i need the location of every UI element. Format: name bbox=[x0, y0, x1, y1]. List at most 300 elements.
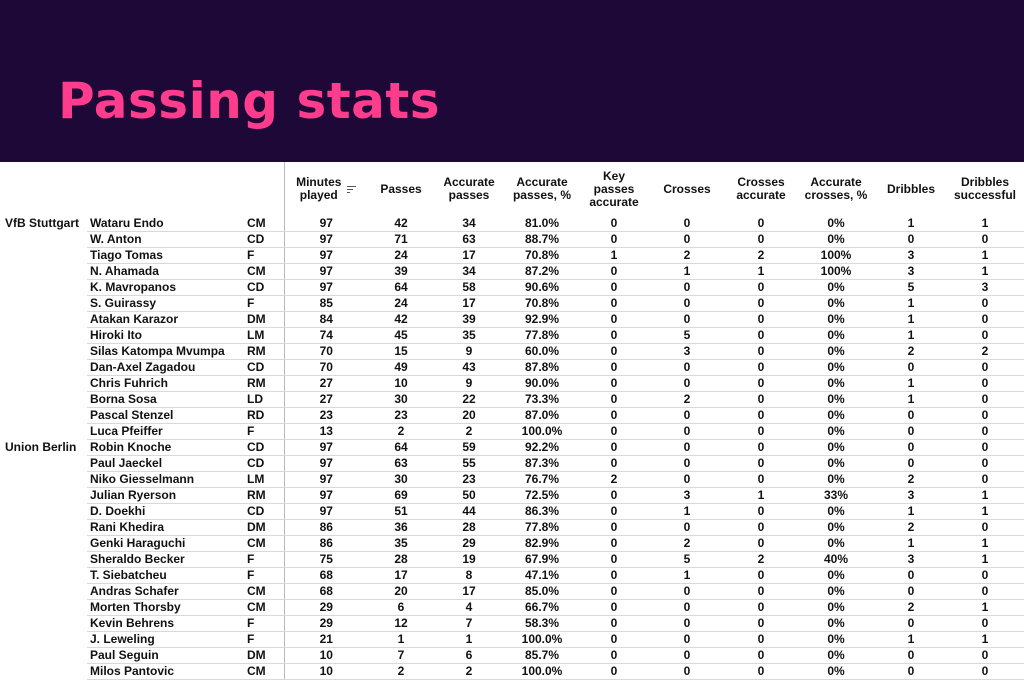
cell-key-passes-accurate: 0 bbox=[580, 232, 648, 248]
cell-minutes-played: 29 bbox=[284, 616, 368, 632]
cell-accurate-passes-pct: 85.7% bbox=[504, 648, 580, 664]
cell-accurate-crosses-pct: 33% bbox=[796, 488, 876, 504]
cell-crosses: 0 bbox=[648, 216, 726, 232]
cell-player: N. Ahamada bbox=[87, 264, 244, 280]
cell-player: Tiago Tomas bbox=[87, 248, 244, 264]
cell-key-passes-accurate: 0 bbox=[580, 424, 648, 440]
cell-crosses: 0 bbox=[648, 280, 726, 296]
cell-crosses-accurate: 0 bbox=[726, 344, 796, 360]
cell-crosses-accurate: 0 bbox=[726, 520, 796, 536]
cell-key-passes-accurate: 0 bbox=[580, 280, 648, 296]
cell-player: W. Anton bbox=[87, 232, 244, 248]
header-key-passes-accurate[interactable]: Key passes accurate bbox=[589, 168, 639, 209]
cell-crosses-accurate: 1 bbox=[726, 264, 796, 280]
table-row bbox=[0, 312, 1024, 328]
cell-position: CD bbox=[244, 456, 284, 472]
cell-player: Rani Khedira bbox=[87, 520, 244, 536]
header-minutes-played[interactable] bbox=[284, 162, 368, 216]
table-row bbox=[0, 552, 1024, 568]
cell-minutes-played: 74 bbox=[284, 328, 368, 344]
cell-dribbles: 3 bbox=[876, 264, 946, 280]
cell-position: CM bbox=[244, 264, 284, 280]
cell-team bbox=[0, 520, 87, 536]
cell-player: Wataru Endo bbox=[87, 216, 244, 232]
cell-player: Morten Thorsby bbox=[87, 600, 244, 616]
cell-passes: 35 bbox=[368, 536, 434, 552]
cell-key-passes-accurate: 0 bbox=[580, 408, 648, 424]
cell-player: Milos Pantovic bbox=[87, 664, 244, 680]
cell-accurate-passes-pct: 87.3% bbox=[504, 456, 580, 472]
cell-accurate-passes: 63 bbox=[434, 232, 504, 248]
cell-crosses: 0 bbox=[648, 296, 726, 312]
header-accurate-passes[interactable]: Accurate passes bbox=[443, 175, 495, 202]
cell-dribbles: 1 bbox=[876, 328, 946, 344]
cell-dribbles-successful: 1 bbox=[946, 488, 1024, 504]
cell-accurate-passes: 59 bbox=[434, 440, 504, 456]
cell-passes: 51 bbox=[368, 504, 434, 520]
cell-accurate-crosses-pct: 0% bbox=[796, 472, 876, 488]
cell-crosses-accurate: 2 bbox=[726, 552, 796, 568]
cell-crosses-accurate: 0 bbox=[726, 536, 796, 552]
cell-position: CD bbox=[244, 360, 284, 376]
header-passes[interactable]: Passes bbox=[380, 181, 422, 196]
cell-passes: 20 bbox=[368, 584, 434, 600]
cell-accurate-passes: 9 bbox=[434, 376, 504, 392]
cell-dribbles: 0 bbox=[876, 232, 946, 248]
cell-crosses: 0 bbox=[648, 600, 726, 616]
table-row bbox=[0, 328, 1024, 344]
cell-crosses: 3 bbox=[648, 344, 726, 360]
cell-passes: 6 bbox=[368, 600, 434, 616]
cell-key-passes-accurate: 0 bbox=[580, 440, 648, 456]
cell-minutes-played: 84 bbox=[284, 312, 368, 328]
table-row bbox=[0, 232, 1024, 248]
cell-passes: 30 bbox=[368, 472, 434, 488]
cell-player: Julian Ryerson bbox=[87, 488, 244, 504]
cell-minutes-played: 70 bbox=[284, 360, 368, 376]
table-row bbox=[0, 440, 1024, 456]
cell-dribbles: 2 bbox=[876, 472, 946, 488]
table-row bbox=[0, 664, 1024, 680]
cell-crosses-accurate: 0 bbox=[726, 440, 796, 456]
cell-crosses: 0 bbox=[648, 664, 726, 680]
cell-crosses: 0 bbox=[648, 440, 726, 456]
cell-crosses: 2 bbox=[648, 248, 726, 264]
table-row bbox=[0, 472, 1024, 488]
cell-accurate-passes: 55 bbox=[434, 456, 504, 472]
cell-accurate-passes: 23 bbox=[434, 472, 504, 488]
cell-crosses-accurate: 0 bbox=[726, 600, 796, 616]
cell-player: S. Guirassy bbox=[87, 296, 244, 312]
cell-passes: 17 bbox=[368, 568, 434, 584]
cell-crosses-accurate: 0 bbox=[726, 408, 796, 424]
cell-team bbox=[0, 536, 87, 552]
cell-accurate-crosses-pct: 100% bbox=[796, 264, 876, 280]
cell-crosses: 0 bbox=[648, 456, 726, 472]
cell-minutes-played: 97 bbox=[284, 280, 368, 296]
header-crosses-accurate[interactable]: Crosses accurate bbox=[736, 175, 786, 202]
cell-dribbles: 0 bbox=[876, 568, 946, 584]
cell-team bbox=[0, 280, 87, 296]
cell-crosses: 1 bbox=[648, 264, 726, 280]
cell-accurate-passes: 2 bbox=[434, 664, 504, 680]
cell-key-passes-accurate: 0 bbox=[580, 344, 648, 360]
table-row bbox=[0, 456, 1024, 472]
cell-accurate-crosses-pct: 0% bbox=[796, 280, 876, 296]
cell-accurate-crosses-pct: 0% bbox=[796, 520, 876, 536]
cell-accurate-passes-pct: 92.9% bbox=[504, 312, 580, 328]
cell-key-passes-accurate: 0 bbox=[580, 488, 648, 504]
cell-crosses: 0 bbox=[648, 584, 726, 600]
cell-accurate-passes-pct: 87.8% bbox=[504, 360, 580, 376]
header-crosses[interactable]: Crosses bbox=[663, 181, 711, 196]
cell-accurate-crosses-pct: 0% bbox=[796, 584, 876, 600]
cell-position: F bbox=[244, 552, 284, 568]
cell-team: VfB Stuttgart bbox=[5, 216, 79, 231]
cell-crosses-accurate: 0 bbox=[726, 216, 796, 232]
cell-player: Silas Katompa Mvumpa bbox=[87, 344, 244, 360]
cell-dribbles: 1 bbox=[876, 632, 946, 648]
cell-player: Luca Pfeiffer bbox=[87, 424, 244, 440]
cell-dribbles: 0 bbox=[876, 648, 946, 664]
cell-position: LM bbox=[244, 328, 284, 344]
cell-passes: 12 bbox=[368, 616, 434, 632]
header-dribbles-successful[interactable]: Dribbles successful bbox=[953, 175, 1017, 202]
cell-key-passes-accurate: 1 bbox=[580, 248, 648, 264]
cell-dribbles-successful: 0 bbox=[946, 440, 1024, 456]
cell-position: CD bbox=[244, 504, 284, 520]
header-accurate-crosses-pct[interactable]: Accurate crosses, % bbox=[804, 175, 868, 202]
cell-minutes-played: 97 bbox=[284, 440, 368, 456]
cell-dribbles-successful: 0 bbox=[946, 408, 1024, 424]
cell-dribbles: 0 bbox=[876, 424, 946, 440]
cell-accurate-passes: 34 bbox=[434, 264, 504, 280]
cell-minutes-played: 97 bbox=[284, 232, 368, 248]
cell-dribbles-successful: 0 bbox=[946, 584, 1024, 600]
cell-passes: 69 bbox=[368, 488, 434, 504]
cell-position: F bbox=[244, 632, 284, 648]
cell-dribbles: 0 bbox=[876, 584, 946, 600]
cell-key-passes-accurate: 0 bbox=[580, 616, 648, 632]
cell-minutes-played: 97 bbox=[284, 456, 368, 472]
cell-dribbles: 1 bbox=[876, 216, 946, 232]
cell-dribbles-successful: 0 bbox=[946, 648, 1024, 664]
cell-accurate-passes: 29 bbox=[434, 536, 504, 552]
cell-key-passes-accurate: 0 bbox=[580, 376, 648, 392]
cell-accurate-passes: 17 bbox=[434, 296, 504, 312]
cell-passes: 24 bbox=[368, 296, 434, 312]
cell-crosses-accurate: 0 bbox=[726, 392, 796, 408]
cell-dribbles: 1 bbox=[876, 312, 946, 328]
cell-player: Hiroki Ito bbox=[87, 328, 244, 344]
cell-player: Niko Giesselmann bbox=[87, 472, 244, 488]
cell-team bbox=[0, 600, 87, 616]
cell-team bbox=[0, 360, 87, 376]
cell-accurate-passes: 6 bbox=[434, 648, 504, 664]
cell-accurate-crosses-pct: 0% bbox=[796, 232, 876, 248]
cell-position: CM bbox=[244, 584, 284, 600]
cell-position: CM bbox=[244, 536, 284, 552]
cell-accurate-passes: 17 bbox=[434, 584, 504, 600]
page-title: Passing stats bbox=[58, 72, 441, 130]
cell-passes: 64 bbox=[368, 280, 434, 296]
cell-crosses-accurate: 0 bbox=[726, 280, 796, 296]
header-accurate-passes-pct[interactable]: Accurate passes, % bbox=[512, 175, 572, 202]
cell-crosses: 0 bbox=[648, 424, 726, 440]
cell-passes: 28 bbox=[368, 552, 434, 568]
cell-dribbles: 5 bbox=[876, 280, 946, 296]
cell-dribbles: 1 bbox=[876, 504, 946, 520]
cell-key-passes-accurate: 0 bbox=[580, 296, 648, 312]
cell-passes: 39 bbox=[368, 264, 434, 280]
cell-crosses: 0 bbox=[648, 648, 726, 664]
cell-player: J. Leweling bbox=[87, 632, 244, 648]
cell-accurate-passes-pct: 90.6% bbox=[504, 280, 580, 296]
table-row bbox=[0, 296, 1024, 312]
cell-accurate-passes: 34 bbox=[434, 216, 504, 232]
table-row bbox=[0, 616, 1024, 632]
table-row bbox=[0, 600, 1024, 616]
cell-position: RM bbox=[244, 488, 284, 504]
cell-accurate-passes-pct: 88.7% bbox=[504, 232, 580, 248]
cell-crosses: 5 bbox=[648, 328, 726, 344]
cell-dribbles: 0 bbox=[876, 456, 946, 472]
cell-minutes-played: 10 bbox=[284, 648, 368, 664]
cell-player: D. Doekhi bbox=[87, 504, 244, 520]
cell-accurate-passes-pct: 100.0% bbox=[504, 632, 580, 648]
cell-key-passes-accurate: 0 bbox=[580, 392, 648, 408]
cell-passes: 10 bbox=[368, 376, 434, 392]
cell-accurate-passes: 22 bbox=[434, 392, 504, 408]
cell-team bbox=[0, 264, 87, 280]
cell-passes: 49 bbox=[368, 360, 434, 376]
cell-crosses-accurate: 0 bbox=[726, 328, 796, 344]
cell-crosses: 0 bbox=[648, 408, 726, 424]
cell-dribbles-successful: 0 bbox=[946, 312, 1024, 328]
cell-dribbles-successful: 0 bbox=[946, 472, 1024, 488]
cell-minutes-played: 10 bbox=[284, 664, 368, 680]
cell-crosses: 3 bbox=[648, 488, 726, 504]
cell-crosses: 0 bbox=[648, 632, 726, 648]
header-minutes-played-label: Minutes played bbox=[296, 175, 342, 202]
cell-dribbles: 0 bbox=[876, 360, 946, 376]
cell-dribbles: 0 bbox=[876, 664, 946, 680]
sort-descending-icon[interactable] bbox=[347, 185, 356, 193]
cell-position: CM bbox=[244, 600, 284, 616]
cell-position: CM bbox=[244, 664, 284, 680]
cell-position: LM bbox=[244, 472, 284, 488]
cell-dribbles-successful: 0 bbox=[946, 328, 1024, 344]
cell-dribbles-successful: 1 bbox=[946, 536, 1024, 552]
table-row bbox=[0, 216, 1024, 232]
cell-player: Atakan Karazor bbox=[87, 312, 244, 328]
cell-crosses: 1 bbox=[648, 568, 726, 584]
cell-passes: 15 bbox=[368, 344, 434, 360]
cell-player: Borna Sosa bbox=[87, 392, 244, 408]
cell-key-passes-accurate: 0 bbox=[580, 552, 648, 568]
cell-crosses-accurate: 0 bbox=[726, 232, 796, 248]
cell-crosses: 5 bbox=[648, 552, 726, 568]
cell-position: F bbox=[244, 248, 284, 264]
cell-accurate-crosses-pct: 0% bbox=[796, 328, 876, 344]
cell-dribbles: 3 bbox=[876, 488, 946, 504]
cell-position: DM bbox=[244, 312, 284, 328]
cell-accurate-crosses-pct: 100% bbox=[796, 248, 876, 264]
cell-accurate-crosses-pct: 0% bbox=[796, 600, 876, 616]
cell-minutes-played: 97 bbox=[284, 264, 368, 280]
cell-dribbles-successful: 0 bbox=[946, 456, 1024, 472]
cell-accurate-crosses-pct: 0% bbox=[796, 344, 876, 360]
cell-accurate-crosses-pct: 0% bbox=[796, 648, 876, 664]
cell-passes: 1 bbox=[368, 632, 434, 648]
cell-crosses-accurate: 0 bbox=[726, 376, 796, 392]
cell-accurate-crosses-pct: 0% bbox=[796, 536, 876, 552]
cell-dribbles: 2 bbox=[876, 600, 946, 616]
cell-accurate-passes: 7 bbox=[434, 616, 504, 632]
cell-crosses: 1 bbox=[648, 504, 726, 520]
cell-team bbox=[0, 632, 87, 648]
cell-team bbox=[0, 376, 87, 392]
table-row bbox=[0, 648, 1024, 664]
cell-team: Union Berlin bbox=[5, 440, 77, 455]
cell-key-passes-accurate: 0 bbox=[580, 536, 648, 552]
cell-accurate-crosses-pct: 0% bbox=[796, 312, 876, 328]
cell-accurate-passes-pct: 70.8% bbox=[504, 296, 580, 312]
cell-crosses-accurate: 0 bbox=[726, 360, 796, 376]
cell-dribbles-successful: 0 bbox=[946, 568, 1024, 584]
cell-passes: 24 bbox=[368, 248, 434, 264]
passing-stats-table bbox=[0, 162, 1024, 680]
cell-team bbox=[0, 472, 87, 488]
cell-position: LD bbox=[244, 392, 284, 408]
cell-team bbox=[0, 328, 87, 344]
cell-dribbles: 1 bbox=[876, 392, 946, 408]
cell-team bbox=[0, 408, 87, 424]
cell-dribbles-successful: 0 bbox=[946, 392, 1024, 408]
cell-key-passes-accurate: 0 bbox=[580, 664, 648, 680]
header-dribbles[interactable]: Dribbles bbox=[886, 181, 935, 196]
cell-team bbox=[0, 312, 87, 328]
table-header bbox=[0, 162, 1024, 216]
cell-crosses-accurate: 0 bbox=[726, 472, 796, 488]
cell-accurate-passes-pct: 47.1% bbox=[504, 568, 580, 584]
cell-accurate-crosses-pct: 0% bbox=[796, 504, 876, 520]
table-row bbox=[0, 632, 1024, 648]
cell-minutes-played: 29 bbox=[284, 600, 368, 616]
cell-player: Paul Seguin bbox=[87, 648, 244, 664]
cell-dribbles-successful: 0 bbox=[946, 424, 1024, 440]
cell-accurate-crosses-pct: 0% bbox=[796, 616, 876, 632]
cell-accurate-passes-pct: 66.7% bbox=[504, 600, 580, 616]
cell-minutes-played: 23 bbox=[284, 408, 368, 424]
cell-team bbox=[0, 296, 87, 312]
cell-minutes-played: 85 bbox=[284, 296, 368, 312]
cell-accurate-crosses-pct: 0% bbox=[796, 216, 876, 232]
cell-crosses: 0 bbox=[648, 616, 726, 632]
cell-dribbles: 3 bbox=[876, 552, 946, 568]
cell-crosses-accurate: 0 bbox=[726, 584, 796, 600]
cell-minutes-played: 70 bbox=[284, 344, 368, 360]
cell-minutes-played: 97 bbox=[284, 472, 368, 488]
cell-accurate-passes-pct: 92.2% bbox=[504, 440, 580, 456]
cell-accurate-passes: 4 bbox=[434, 600, 504, 616]
table-row bbox=[0, 584, 1024, 600]
table-row bbox=[0, 520, 1024, 536]
cell-accurate-passes-pct: 77.8% bbox=[504, 328, 580, 344]
cell-accurate-crosses-pct: 0% bbox=[796, 296, 876, 312]
cell-key-passes-accurate: 0 bbox=[580, 632, 648, 648]
cell-dribbles: 3 bbox=[876, 248, 946, 264]
cell-dribbles-successful: 1 bbox=[946, 216, 1024, 232]
cell-position: DM bbox=[244, 648, 284, 664]
cell-crosses: 0 bbox=[648, 520, 726, 536]
cell-accurate-passes-pct: 100.0% bbox=[504, 424, 580, 440]
cell-accurate-passes-pct: 76.7% bbox=[504, 472, 580, 488]
cell-team bbox=[0, 488, 87, 504]
cell-key-passes-accurate: 0 bbox=[580, 328, 648, 344]
table-row bbox=[0, 392, 1024, 408]
cell-accurate-passes-pct: 67.9% bbox=[504, 552, 580, 568]
cell-dribbles: 0 bbox=[876, 616, 946, 632]
cell-crosses-accurate: 0 bbox=[726, 632, 796, 648]
cell-dribbles-successful: 0 bbox=[946, 232, 1024, 248]
cell-team bbox=[0, 504, 87, 520]
cell-accurate-crosses-pct: 0% bbox=[796, 392, 876, 408]
cell-dribbles-successful: 0 bbox=[946, 616, 1024, 632]
cell-accurate-passes-pct: 87.2% bbox=[504, 264, 580, 280]
cell-passes: 42 bbox=[368, 216, 434, 232]
table-row bbox=[0, 280, 1024, 296]
cell-accurate-passes: 39 bbox=[434, 312, 504, 328]
cell-key-passes-accurate: 0 bbox=[580, 600, 648, 616]
cell-passes: 2 bbox=[368, 664, 434, 680]
cell-crosses-accurate: 0 bbox=[726, 456, 796, 472]
cell-crosses-accurate: 0 bbox=[726, 504, 796, 520]
table-row bbox=[0, 536, 1024, 552]
cell-dribbles-successful: 0 bbox=[946, 376, 1024, 392]
cell-accurate-passes-pct: 58.3% bbox=[504, 616, 580, 632]
cell-minutes-played: 75 bbox=[284, 552, 368, 568]
table-row bbox=[0, 568, 1024, 584]
cell-minutes-played: 68 bbox=[284, 584, 368, 600]
cell-accurate-crosses-pct: 0% bbox=[796, 632, 876, 648]
cell-crosses: 2 bbox=[648, 536, 726, 552]
cell-accurate-passes: 9 bbox=[434, 344, 504, 360]
cell-dribbles-successful: 0 bbox=[946, 360, 1024, 376]
cell-player: Genki Haraguchi bbox=[87, 536, 244, 552]
cell-passes: 7 bbox=[368, 648, 434, 664]
cell-minutes-played: 27 bbox=[284, 376, 368, 392]
cell-crosses: 0 bbox=[648, 376, 726, 392]
cell-accurate-passes: 20 bbox=[434, 408, 504, 424]
cell-player: Sheraldo Becker bbox=[87, 552, 244, 568]
cell-dribbles-successful: 3 bbox=[946, 280, 1024, 296]
cell-team bbox=[0, 392, 87, 408]
cell-key-passes-accurate: 0 bbox=[580, 504, 648, 520]
table-row bbox=[0, 424, 1024, 440]
cell-passes: 30 bbox=[368, 392, 434, 408]
cell-accurate-passes-pct: 86.3% bbox=[504, 504, 580, 520]
cell-team bbox=[0, 248, 87, 264]
cell-accurate-passes-pct: 73.3% bbox=[504, 392, 580, 408]
cell-position: DM bbox=[244, 520, 284, 536]
cell-minutes-played: 68 bbox=[284, 568, 368, 584]
cell-dribbles-successful: 1 bbox=[946, 264, 1024, 280]
cell-accurate-crosses-pct: 40% bbox=[796, 552, 876, 568]
cell-crosses: 0 bbox=[648, 232, 726, 248]
cell-crosses-accurate: 0 bbox=[726, 568, 796, 584]
cell-dribbles-successful: 1 bbox=[946, 600, 1024, 616]
